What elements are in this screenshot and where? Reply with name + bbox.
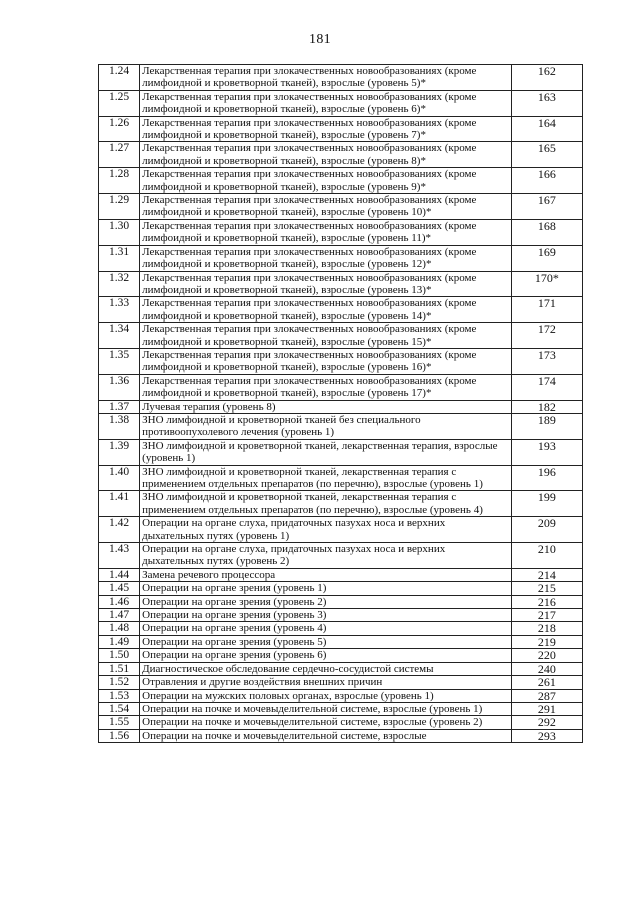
- table-row: [99, 116, 583, 142]
- row-code: 1.31: [99, 245, 140, 271]
- row-number: 293: [511, 729, 582, 742]
- row-code: 1.25: [99, 90, 140, 116]
- row-name: Лекарственная терапия при злокачественных новообразованиях (кроме лимфоидной и кроветворной тканей), взрослые (уровень 5)*: [140, 65, 512, 91]
- row-name: Лекарственная терапия при злокачественных новообразованиях (кроме лимфоидной и кроветворной тканей), взрослые (уровень 11)*: [140, 219, 512, 245]
- row-code: 1.40: [99, 465, 140, 491]
- row-name: Отравления и другие воздействия внешних причин: [140, 676, 512, 689]
- row-code: 1.54: [99, 702, 140, 715]
- row-code: 1.47: [99, 609, 140, 622]
- table-row: [99, 689, 583, 702]
- table-row: [99, 65, 583, 91]
- table-row: [99, 543, 583, 569]
- row-number: 164: [511, 116, 582, 142]
- row-number: 214: [511, 568, 582, 581]
- table-row: [99, 413, 583, 439]
- row-code: 1.39: [99, 439, 140, 465]
- row-code: 1.26: [99, 116, 140, 142]
- row-number: 189: [511, 413, 582, 439]
- kpg-list-table: [98, 64, 583, 743]
- row-name: Операции на органе зрения (уровень 5): [140, 635, 512, 648]
- row-code: 1.35: [99, 348, 140, 374]
- table-row: [99, 582, 583, 595]
- row-name: ЗНО лимфоидной и кроветворной тканей, лекарственная терапия, взрослые (уровень 1): [140, 439, 512, 465]
- row-name: Операции на органе зрения (уровень 1): [140, 582, 512, 595]
- row-code: 1.24: [99, 65, 140, 91]
- row-name: Лекарственная терапия при злокачественных новообразованиях (кроме лимфоидной и кроветворной тканей), взрослые (уровень 6)*: [140, 90, 512, 116]
- row-name: Операции на органе слуха, придаточных пазухах носа и верхних дыхательных путях (уровень 1): [140, 517, 512, 543]
- row-code: 1.49: [99, 635, 140, 648]
- table-row: [99, 662, 583, 675]
- row-number: 167: [511, 194, 582, 220]
- row-name: Операции на органе зрения (уровень 6): [140, 649, 512, 662]
- row-number: 170*: [511, 271, 582, 297]
- table-row: [99, 142, 583, 168]
- row-code: 1.50: [99, 649, 140, 662]
- table-row: [99, 609, 583, 622]
- table-row: [99, 729, 583, 742]
- table-row: [99, 676, 583, 689]
- row-number: 209: [511, 517, 582, 543]
- row-name: Лекарственная терапия при злокачественных новообразованиях (кроме лимфоидной и кроветворной тканей), взрослые (уровень 13)*: [140, 271, 512, 297]
- row-code: 1.45: [99, 582, 140, 595]
- row-name: Операции на органе зрения (уровень 3): [140, 609, 512, 622]
- row-name: Лекарственная терапия при злокачественных новообразованиях (кроме лимфоидной и кроветворной тканей), взрослые (уровень 16)*: [140, 348, 512, 374]
- row-number: 172: [511, 323, 582, 349]
- row-number: 210: [511, 543, 582, 569]
- table-row: [99, 219, 583, 245]
- row-code: 1.32: [99, 271, 140, 297]
- row-name: Операции на почке и мочевыделительной системе, взрослые (уровень 1): [140, 702, 512, 715]
- table-row: [99, 194, 583, 220]
- table-row: [99, 168, 583, 194]
- row-number: 162: [511, 65, 582, 91]
- row-name: Лекарственная терапия при злокачественных новообразованиях (кроме лимфоидной и кроветворной тканей), взрослые (уровень 14)*: [140, 297, 512, 323]
- row-code: 1.43: [99, 543, 140, 569]
- row-number: 220: [511, 649, 582, 662]
- table-row: [99, 297, 583, 323]
- row-number: 173: [511, 348, 582, 374]
- row-code: 1.42: [99, 517, 140, 543]
- row-number: 171: [511, 297, 582, 323]
- row-name: ЗНО лимфоидной и кроветворной тканей без специального противоопухолевого лечения (уровень 1): [140, 413, 512, 439]
- row-name: Лекарственная терапия при злокачественных новообразованиях (кроме лимфоидной и кроветворной тканей), взрослые (уровень 8)*: [140, 142, 512, 168]
- row-name: Замена речевого процессора: [140, 568, 512, 581]
- row-code: 1.29: [99, 194, 140, 220]
- row-code: 1.36: [99, 374, 140, 400]
- row-name: Операции на органе слуха, придаточных пазухах носа и верхних дыхательных путях (уровень 2): [140, 543, 512, 569]
- row-code: 1.33: [99, 297, 140, 323]
- row-number: 292: [511, 716, 582, 729]
- table-row: [99, 716, 583, 729]
- table-row: [99, 635, 583, 648]
- table-row: [99, 439, 583, 465]
- row-name: Лекарственная терапия при злокачественных новообразованиях (кроме лимфоидной и кроветворной тканей), взрослые (уровень 7)*: [140, 116, 512, 142]
- row-number: 168: [511, 219, 582, 245]
- row-name: ЗНО лимфоидной и кроветворной тканей, лекарственная терапия с применением отдельных препаратов (по перечню), взрослые (уровень 1): [140, 465, 512, 491]
- row-number: 182: [511, 400, 582, 413]
- table-row: [99, 517, 583, 543]
- row-name: ЗНО лимфоидной и кроветворной тканей, лекарственная терапия с применением отдельных препаратов (по перечню), взрослые (уровень 4): [140, 491, 512, 517]
- row-number: 287: [511, 689, 582, 702]
- table-row: [99, 400, 583, 413]
- row-code: 1.52: [99, 676, 140, 689]
- row-code: 1.56: [99, 729, 140, 742]
- row-number: 196: [511, 465, 582, 491]
- row-number: 218: [511, 622, 582, 635]
- row-number: 216: [511, 595, 582, 608]
- row-code: 1.30: [99, 219, 140, 245]
- row-number: 240: [511, 662, 582, 675]
- row-number: 219: [511, 635, 582, 648]
- row-name: Операции на мужских половых органах, взрослые (уровень 1): [140, 689, 512, 702]
- row-code: 1.34: [99, 323, 140, 349]
- row-code: 1.38: [99, 413, 140, 439]
- table-row: [99, 702, 583, 715]
- table-row: [99, 622, 583, 635]
- row-number: 261: [511, 676, 582, 689]
- row-number: 193: [511, 439, 582, 465]
- row-code: 1.41: [99, 491, 140, 517]
- table-row: [99, 323, 583, 349]
- row-code: 1.55: [99, 716, 140, 729]
- row-number: 199: [511, 491, 582, 517]
- row-name: Операции на почке и мочевыделительной системе, взрослые (уровень 2): [140, 716, 512, 729]
- table-row: [99, 649, 583, 662]
- row-code: 1.37: [99, 400, 140, 413]
- row-number: 174: [511, 374, 582, 400]
- row-name: Лекарственная терапия при злокачественных новообразованиях (кроме лимфоидной и кроветворной тканей), взрослые (уровень 17)*: [140, 374, 512, 400]
- row-name: Операции на органе зрения (уровень 2): [140, 595, 512, 608]
- table-body: [99, 65, 583, 743]
- row-number: 291: [511, 702, 582, 715]
- row-name: Диагностическое обследование сердечно-сосудистой системы: [140, 662, 512, 675]
- row-number: 165: [511, 142, 582, 168]
- row-code: 1.46: [99, 595, 140, 608]
- row-number: 217: [511, 609, 582, 622]
- row-name: Лекарственная терапия при злокачественных новообразованиях (кроме лимфоидной и кроветворной тканей), взрослые (уровень 15)*: [140, 323, 512, 349]
- row-number: 215: [511, 582, 582, 595]
- table-row: [99, 90, 583, 116]
- page-number: 181: [309, 32, 331, 47]
- row-code: 1.44: [99, 568, 140, 581]
- row-name: Лекарственная терапия при злокачественных новообразованиях (кроме лимфоидной и кроветворной тканей), взрослые (уровень 12)*: [140, 245, 512, 271]
- table-row: [99, 271, 583, 297]
- table-row: [99, 348, 583, 374]
- row-code: 1.27: [99, 142, 140, 168]
- table-row: [99, 595, 583, 608]
- row-number: 166: [511, 168, 582, 194]
- row-code: 1.48: [99, 622, 140, 635]
- table-row: [99, 568, 583, 581]
- row-name: Лучевая терапия (уровень 8): [140, 400, 512, 413]
- row-number: 169: [511, 245, 582, 271]
- row-name: Лекарственная терапия при злокачественных новообразованиях (кроме лимфоидной и кроветворной тканей), взрослые (уровень 9)*: [140, 168, 512, 194]
- table-row: [99, 374, 583, 400]
- table-row: [99, 465, 583, 491]
- row-code: 1.53: [99, 689, 140, 702]
- row-code: 1.51: [99, 662, 140, 675]
- table-row: [99, 491, 583, 517]
- row-name: Операции на органе зрения (уровень 4): [140, 622, 512, 635]
- row-name: Лекарственная терапия при злокачественных новообразованиях (кроме лимфоидной и кроветворной тканей), взрослые (уровень 10)*: [140, 194, 512, 220]
- row-name: Операции на почке и мочевыделительной системе, взрослые: [140, 729, 512, 742]
- table-row: [99, 245, 583, 271]
- row-code: 1.28: [99, 168, 140, 194]
- row-number: 163: [511, 90, 582, 116]
